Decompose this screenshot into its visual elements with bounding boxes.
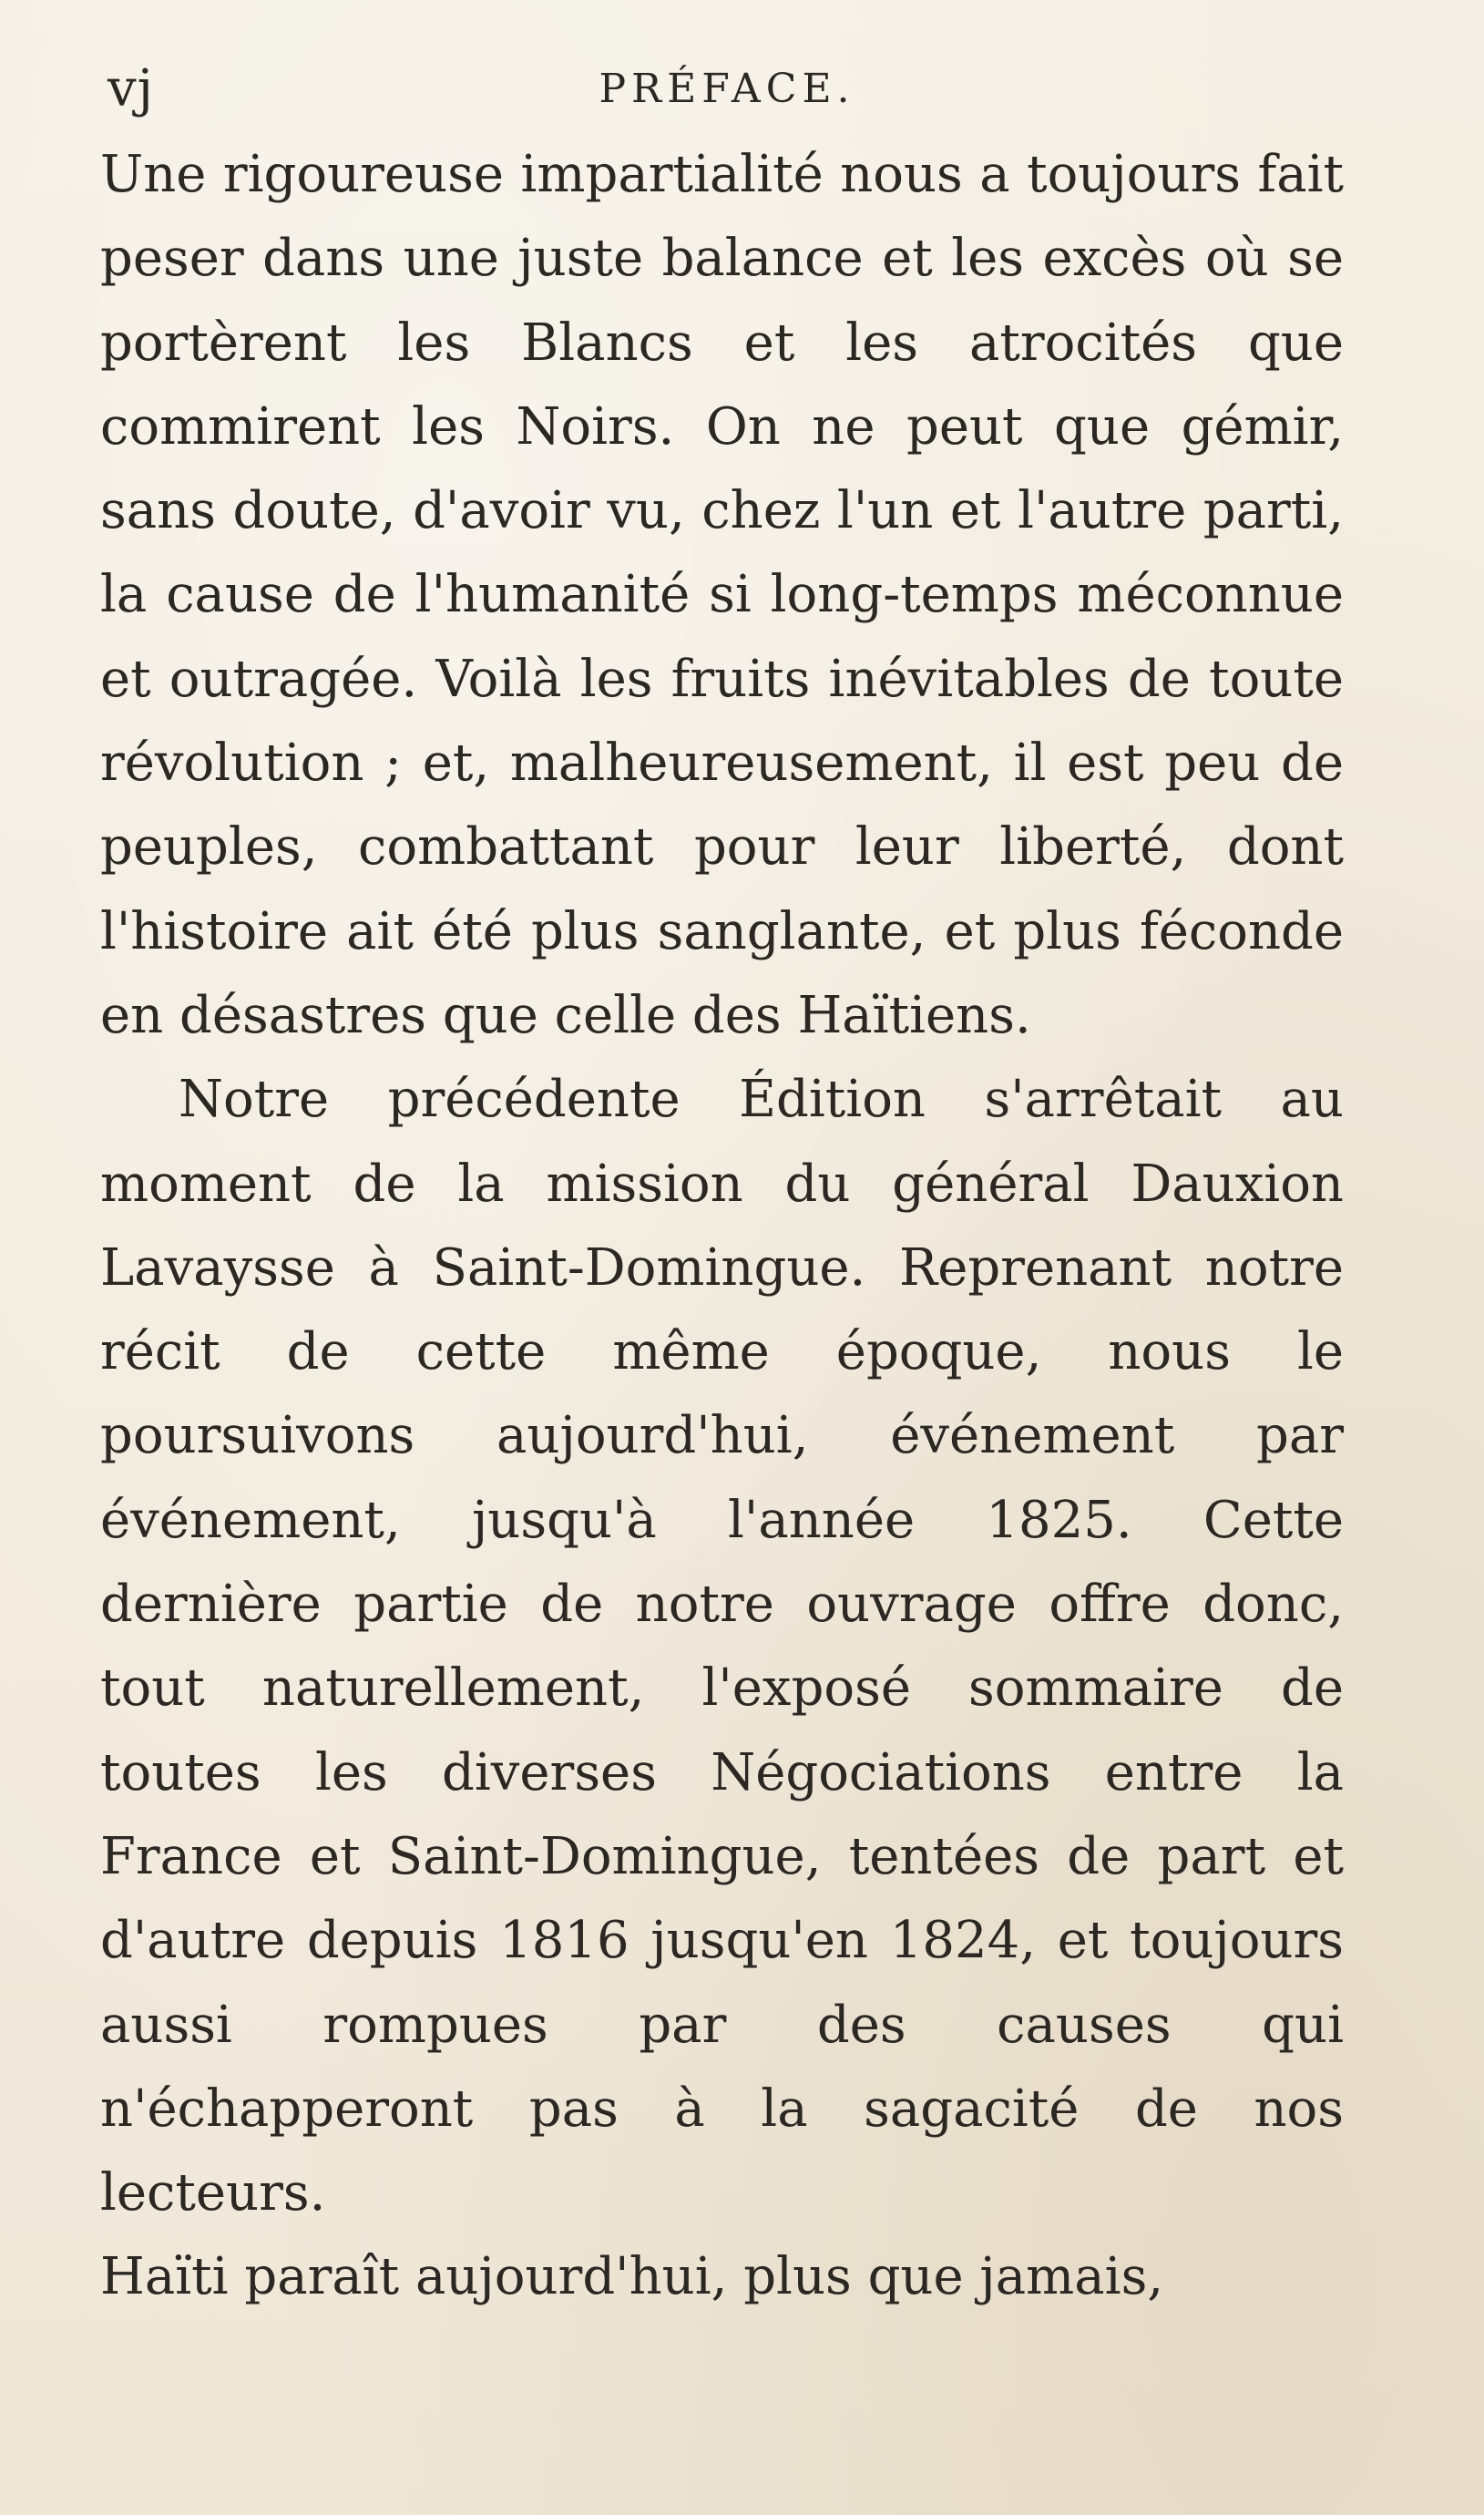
paragraph-1: Une rigoureuse impartialité nous a toujours fait peser dans une juste balance et les excès où se portèrent les Blancs et les atrocités que commirent les Noirs. On ne peut que gémir, sans doute, d'avoir vu, chez l'un et l'autre parti, la cause de l'humanité si long-temps méconnue et outragée. Voilà les fruits inévitables de toute révolution ; et, malheureusement, il est peu de peuples, combattant pour leur liberté, dont l'histoire ait été plus sanglante, et plus féconde en désastres que celle des Haïtiens. [100,145,1344,1045]
paragraph-2: Notre précédente Édition s'arrêtait au moment de la mission du général Dauxion Lavaysse à Saint-Domingue. Reprenant notre récit de cette même époque, nous le poursuivons aujourd'hui, événement par événement, jusqu'à l'année 1825. Cette dernière partie de notre ouvrage offre donc, tout naturellement, l'exposé sommaire de toutes les diverses Négociations entre la France et Saint-Domingue, tentées de part et d'autre depuis 1816 jusqu'en 1824, et toujours aussi rompues par des causes qui n'échapperont pas à la sagacité de nos lecteurs. [100,1070,1344,2223]
paragraph-3: Haïti paraît aujourd'hui, plus que jamais, [100,2247,1164,2307]
body-text [100,133,1344,2320]
running-head [107,53,1346,126]
page-number: vj [107,59,154,118]
running-title: PRÉFACE. [599,66,855,112]
